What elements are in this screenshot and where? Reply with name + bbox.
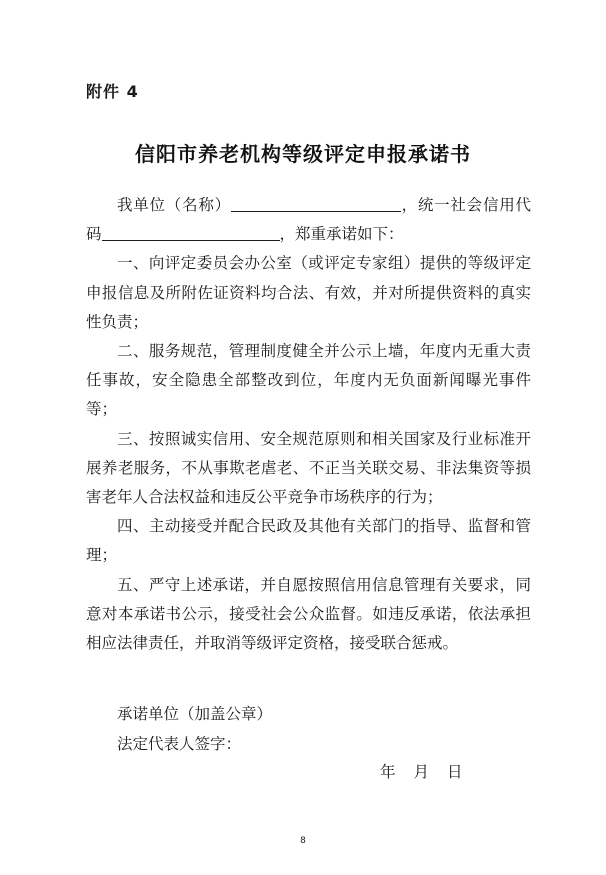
date-year: 年 (380, 763, 396, 781)
date-day: 日 (447, 763, 463, 781)
intro-middle: ，统一社会信用代码 (86, 196, 531, 244)
document-title: 信阳市养老机构等级评定申报承诺书 (135, 142, 471, 166)
intro-suffix: ，郑重承诺如下： (279, 225, 404, 244)
pledge-item-4: 四、主动接受并配合民政及其他有关部门的指导、监督和管理； (86, 517, 531, 565)
intro-paragraph (86, 191, 531, 249)
credit-code-blank (102, 225, 280, 242)
page-number: 8 (300, 836, 306, 846)
pledge-item-5: 五、严守上述承诺，并自愿按照信用信息管理有关要求，同意对本承诺书公示，接受社会公众监督。如违反承诺，依法承担相应法律责任，并取消等级评定资格，接受联合惩戒。 (86, 575, 531, 653)
document-body (86, 191, 531, 658)
intro-prefix: 我单位（名称） (117, 196, 231, 214)
date-line (380, 760, 481, 782)
unit-name-blank (231, 196, 401, 213)
date-month: 月 (413, 763, 430, 781)
signature-block (117, 700, 272, 759)
pledge-item-2: 二、服务规范，管理制度健全并公示上墙，年度内无重大责任事故，安全隐患全部整改到位，年度内无负面新闻曝光事件等； (86, 342, 531, 419)
legal-rep-signature-label: 法定代表人签字： (117, 734, 242, 753)
pledge-item-3: 三、按照诚实信用、安全规范原则和相关国家及行业标准开展养老服务，不从事欺老虐老、不正当关联交易、非法集资等损害老年人合法权益和违反公平竞争市场秩序的行为； (86, 429, 531, 507)
pledge-item-1: 一、向评定委员会办公室（或评定专家组）提供的等级评定申报信息及所附佐证资料均合法、有效，并对所提供资料的真实性负责； (86, 254, 531, 331)
pledging-unit-label: 承诺单位（加盖公章） (117, 705, 273, 723)
attachment-label: 附件 4 (86, 82, 139, 101)
